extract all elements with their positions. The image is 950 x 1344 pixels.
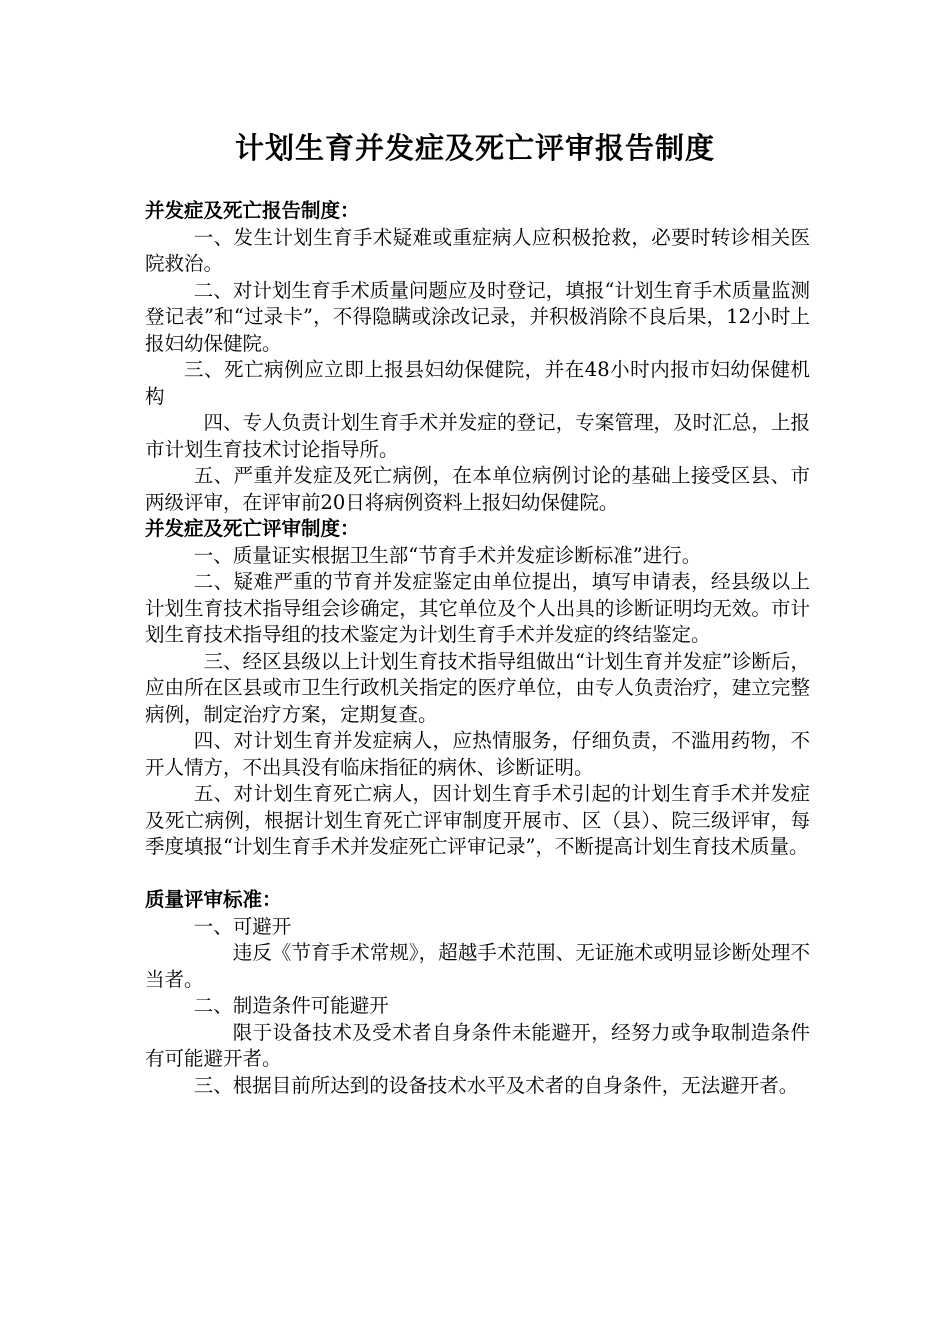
standard-item-2-desc: 限于设备技术及受术者自身条件未能避开，经努力或争取制造条件有可能避开者。 [145, 1020, 810, 1070]
standard-item-3: 三、根据目前所达到的设备技术水平及术者的自身条件，无法避开者。 [193, 1073, 799, 1097]
document-body [145, 198, 810, 1099]
standard-item-2: 二、制造条件可能避开 [193, 994, 389, 1017]
report-item-4: 四、专人负责计划生育手术并发症的登记，专案管理，及时汇总，上报市计划生育技术讨论指导所。 [145, 411, 810, 461]
section-heading-standard: 质量评审标准： [145, 888, 282, 911]
review-item-5: 五、对计划生育死亡病人，因计划生育手术引起的计划生育手术并发症及死亡病例，根据计划生育死亡评审制度开展市、区（县）、院三级评审，每季度填报“计划生育手术并发症死亡评审记录”，不断提高计划生育技术质量。 [145, 782, 810, 858]
standard-item-1-desc: 违反《节育手术常规》，超越手术范围、无证施术或明显诊断处理不当者。 [145, 941, 810, 991]
review-item-1: 一、质量证实根据卫生部“节育手术并发症诊断标准”进行。 [193, 543, 702, 567]
review-item-2: 二、疑难严重的节育并发症鉴定由单位提出，填写申请表，经县级以上计划生育技术指导组会诊确定，其它单位及个人出具的诊断证明均无效。市计划生育技术指导组的技术鉴定为计划生育手术并发症的终结鉴定。 [145, 570, 810, 646]
report-item-3: 三、死亡病例应立即上报县妇幼保健院，并在48小时内报市妇幼保健机构 [145, 358, 810, 408]
section-heading-report: 并发症及死亡报告制度： [145, 199, 360, 222]
standard-item-1: 一、可避开 [193, 914, 292, 938]
page-title: 计划生育并发症及死亡评审报告制度 [234, 131, 715, 165]
review-item-4: 四、对计划生育并发症病人，应热情服务，仔细负责，不滥用药物，不开人情方，不出具没有临床指征的病休、诊断证明。 [145, 729, 810, 779]
report-item-1: 一、发生计划生育手术疑难或重症病人应积极抢救，必要时转诊相关医院救治。 [145, 225, 810, 275]
section-heading-review: 并发症及死亡评审制度： [145, 517, 360, 540]
report-item-5: 五、严重并发症及死亡病例，在本单位病例讨论的基础上接受区县、市两级评审，在评审前20日将病例资料上报妇幼保健院。 [145, 464, 810, 514]
blank-line [145, 861, 810, 888]
review-item-3: 三、经区县级以上计划生育技术指导组做出“计划生育并发症”诊断后，应由所在区县或市卫生行政机关指定的医疗单位，由专人负责治疗，建立完整病例，制定治疗方案，定期复查。 [145, 649, 810, 726]
report-item-2: 二、对计划生育手术质量问题应及时登记，填报“计划生育手术质量监测登记表”和“过录卡”，不得隐瞒或涂改记录，并积极消除不良后果，12小时上报妇幼保健院。 [145, 278, 810, 355]
